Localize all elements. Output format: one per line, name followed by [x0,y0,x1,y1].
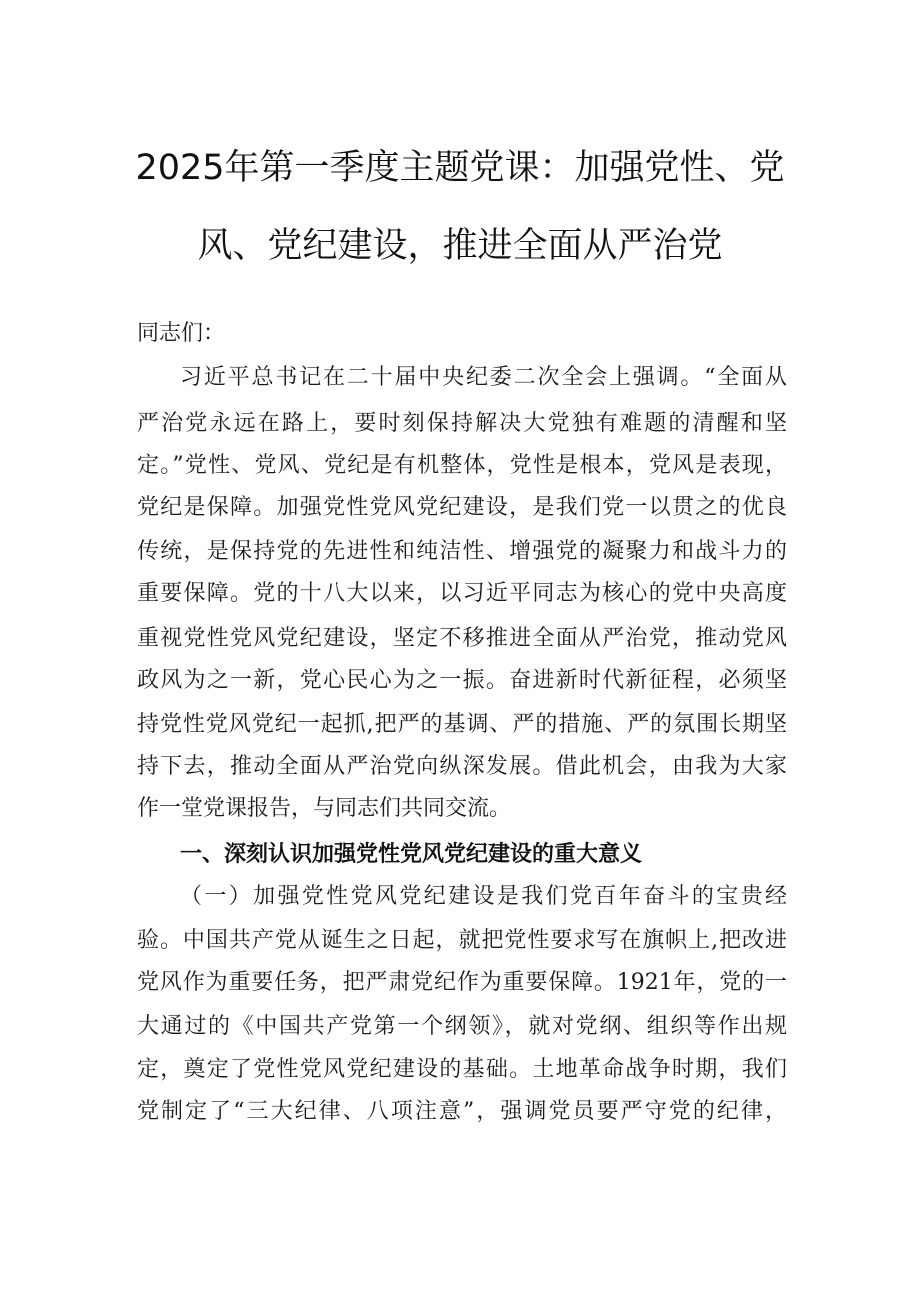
paragraph-line: （一）加强党性党风党纪建设是我们党百年奋斗的宝贵经 [180,884,787,909]
paragraph-line: 党制定了“三大纪律、八项注意”，强调党员要严守党的纪律， [137,1099,787,1124]
paragraph-line: 定。”党性、党风、党纪是有机整体，党性是根本，党风是表现， [137,453,787,478]
paragraph-line: 重要保障。党的十八大以来，以习近平同志为核心的党中央高度 [137,581,787,606]
document-title-line-1: 2025年第一季度主题党课：加强党性、党 [135,148,785,188]
paragraph-line: 传统，是保持党的先进性和纯洁性、增强党的凝聚力和战斗力的 [137,539,787,564]
paragraph-line: 定，奠定了党性党风党纪建设的基础。土地革命战争时期，我们 [137,1057,787,1082]
paragraph-line: 持党性党风党纪一起抓,把严的基调、严的措施、严的氛围长期坚 [137,712,787,737]
document-title-line-2: 风、党纪建设，推进全面从严治党 [197,226,723,266]
paragraph-line: 重视党性党风党纪建设，坚定不移推进全面从严治党，推动党风 [137,626,787,651]
paragraph-line: 大通过的《中国共产党第一个纲领》，就对党纲、组织等作出规 [137,1014,787,1039]
paragraph-line: 习近平总书记在二十届中央纪委二次全会上强调。“全面从 [180,365,787,390]
section-heading: 一、深刻认识加强党性党风党纪建设的重大意义 [180,842,643,867]
salutation: 同志们： [137,321,226,346]
paragraph-line: 政风为之一新，党心民心为之一振。奋进新时代新征程，必须坚 [137,668,787,693]
paragraph-line: 党纪是保障。加强党性党风党纪建设，是我们党一以贯之的优良 [137,495,787,520]
paragraph-line: 党风作为重要任务，把严肃党纪作为重要保障。1921年，党的一 [137,970,787,995]
paragraph-line: 严治党永远在路上，要时刻保持解决大党独有难题的清醒和坚 [137,411,787,436]
paragraph-line: 验。中国共产党从诞生之日起，就把党性要求写在旗帜上,把改进 [137,928,787,953]
paragraph-line: 作一堂党课报告，与同志们共同交流。 [137,796,512,821]
paragraph-line: 持下去，推动全面从严治党向纵深发展。借此机会，由我为大家 [137,754,787,779]
